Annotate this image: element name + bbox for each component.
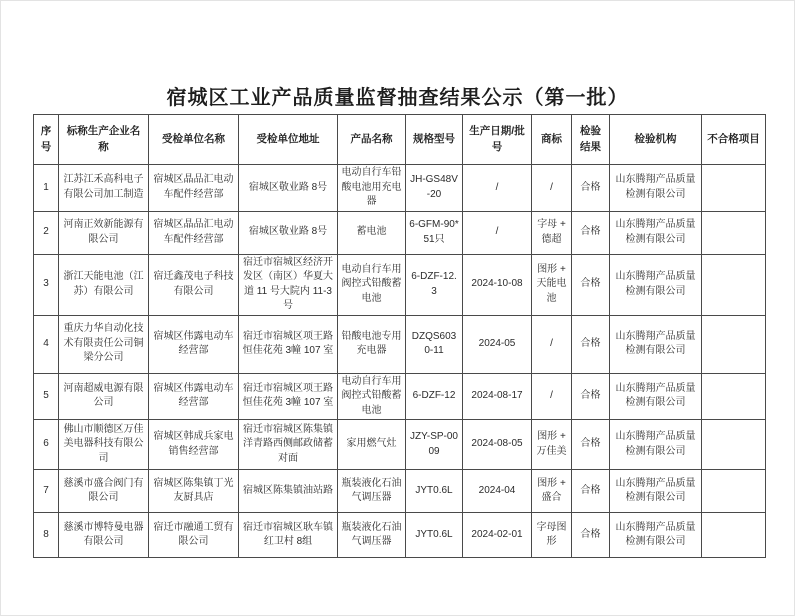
cell-trademark: 图形 + 盛合 (532, 470, 572, 513)
cell-result: 合格 (572, 315, 610, 373)
table-row (34, 513, 766, 558)
cell-result: 合格 (572, 420, 610, 470)
cell-result: 合格 (572, 373, 610, 420)
cell-inspected-unit: 宿城区伟露电动车经营部 (149, 315, 239, 373)
header-unit-address: 受检单位地址 (239, 115, 338, 165)
cell-product-name: 电动自行车铅酸电池用充电器 (338, 165, 406, 212)
cell-production-date: / (463, 165, 532, 212)
cell-production-date: 2024-10-08 (463, 254, 532, 315)
table-header-row (34, 115, 766, 165)
cell-production-date: 2024-04 (463, 470, 532, 513)
cell-agency: 山东腾翔产品质量检测有限公司 (610, 420, 702, 470)
cell-seq: 5 (34, 373, 59, 420)
cell-production-date: / (463, 211, 532, 254)
cell-agency: 山东腾翔产品质量检测有限公司 (610, 211, 702, 254)
cell-agency: 山东腾翔产品质量检测有限公司 (610, 315, 702, 373)
cell-inspected-unit: 宿迁鑫茂电子科技有限公司 (149, 254, 239, 315)
cell-manufacturer: 浙江天能电池（江苏）有限公司 (59, 254, 149, 315)
cell-failed-items (702, 315, 766, 373)
cell-model: 6-DZF-12 (406, 373, 463, 420)
cell-failed-items (702, 513, 766, 558)
cell-production-date: 2024-08-05 (463, 420, 532, 470)
cell-trademark: 图形 + 万佳美 (532, 420, 572, 470)
header-result: 检验结果 (572, 115, 610, 165)
cell-unit-address: 宿迁市宿城区陈集镇洋青路西侧邮政储蓄对面 (239, 420, 338, 470)
cell-production-date: 2024-02-01 (463, 513, 532, 558)
cell-result: 合格 (572, 513, 610, 558)
header-trademark: 商标 (532, 115, 572, 165)
cell-result: 合格 (572, 470, 610, 513)
header-agency: 检验机构 (610, 115, 702, 165)
cell-unit-address: 宿迁市宿城区耿车镇红卫村 8组 (239, 513, 338, 558)
cell-unit-address: 宿迁市宿城区项王路恒佳花苑 3幢 107 室 (239, 315, 338, 373)
cell-product-name: 瓶装液化石油气调压器 (338, 470, 406, 513)
cell-failed-items (702, 254, 766, 315)
cell-result: 合格 (572, 165, 610, 212)
cell-product-name: 电动自行车用阀控式铅酸蓄电池 (338, 373, 406, 420)
cell-inspected-unit: 宿城区晶品汇电动车配件经营部 (149, 165, 239, 212)
table-row (34, 211, 766, 254)
table-row (34, 254, 766, 315)
cell-unit-address: 宿迁市宿城区项王路恒佳花苑 3幢 107 室 (239, 373, 338, 420)
inspection-results-table (33, 114, 766, 558)
cell-inspected-unit: 宿城区晶品汇电动车配件经营部 (149, 211, 239, 254)
cell-seq: 6 (34, 420, 59, 470)
cell-failed-items (702, 211, 766, 254)
cell-model: 6-GFM-90*51只 (406, 211, 463, 254)
cell-failed-items (702, 165, 766, 212)
cell-seq: 8 (34, 513, 59, 558)
cell-trademark: / (532, 165, 572, 212)
cell-seq: 3 (34, 254, 59, 315)
cell-trademark: 图形 + 天能电池 (532, 254, 572, 315)
header-manufacturer: 标称生产企业名称 (59, 115, 149, 165)
header-seq: 序号 (34, 115, 59, 165)
cell-unit-address: 宿城区敬业路 8号 (239, 211, 338, 254)
cell-manufacturer: 江苏江禾高科电子有限公司加工制造 (59, 165, 149, 212)
cell-unit-address: 宿城区陈集镇油站路 (239, 470, 338, 513)
cell-seq: 7 (34, 470, 59, 513)
header-product-name: 产品名称 (338, 115, 406, 165)
cell-seq: 4 (34, 315, 59, 373)
cell-agency: 山东腾翔产品质量检测有限公司 (610, 373, 702, 420)
cell-manufacturer: 慈溪市盛合阀门有限公司 (59, 470, 149, 513)
cell-agency: 山东腾翔产品质量检测有限公司 (610, 254, 702, 315)
cell-model: JYT0.6L (406, 513, 463, 558)
table-row (34, 315, 766, 373)
cell-production-date: 2024-08-17 (463, 373, 532, 420)
cell-manufacturer: 重庆力华自动化技术有限责任公司铜梁分公司 (59, 315, 149, 373)
header-production-date: 生产日期/批号 (463, 115, 532, 165)
cell-failed-items (702, 470, 766, 513)
table-row (34, 470, 766, 513)
page-title: 宿城区工业产品质量监督抽查结果公示（第一批） (166, 87, 629, 109)
cell-trademark: 字母 + 德超 (532, 211, 572, 254)
cell-result: 合格 (572, 254, 610, 315)
cell-model: 6-DZF-12.3 (406, 254, 463, 315)
cell-seq: 1 (34, 165, 59, 212)
cell-unit-address: 宿迁市宿城区经济开发区（南区）华夏大道 11 号大院内 11-3号 (239, 254, 338, 315)
cell-manufacturer: 河南超威电源有限公司 (59, 373, 149, 420)
cell-manufacturer: 佛山市顺德区万佳美电器科技有限公司 (59, 420, 149, 470)
cell-inspected-unit: 宿迁市融通工贸有限公司 (149, 513, 239, 558)
cell-model: JYT0.6L (406, 470, 463, 513)
cell-seq: 2 (34, 211, 59, 254)
cell-inspected-unit: 宿城区陈集镇丁光友厨具店 (149, 470, 239, 513)
cell-trademark: / (532, 315, 572, 373)
cell-model: JH-GS48V-20 (406, 165, 463, 212)
header-failed-items: 不合格项目 (702, 115, 766, 165)
cell-inspected-unit: 宿城区韩成兵家电销售经营部 (149, 420, 239, 470)
cell-failed-items (702, 373, 766, 420)
cell-manufacturer: 慈溪市博特曼电器有限公司 (59, 513, 149, 558)
cell-inspected-unit: 宿城区伟露电动车经营部 (149, 373, 239, 420)
cell-agency: 山东腾翔产品质量检测有限公司 (610, 470, 702, 513)
cell-agency: 山东腾翔产品质量检测有限公司 (610, 513, 702, 558)
cell-product-name: 瓶装液化石油气调压器 (338, 513, 406, 558)
table-row (34, 373, 766, 420)
cell-production-date: 2024-05 (463, 315, 532, 373)
header-inspected-unit: 受检单位名称 (149, 115, 239, 165)
cell-trademark: / (532, 373, 572, 420)
cell-failed-items (702, 420, 766, 470)
table-row (34, 165, 766, 212)
cell-unit-address: 宿城区敬业路 8号 (239, 165, 338, 212)
cell-trademark: 字母图形 (532, 513, 572, 558)
cell-result: 合格 (572, 211, 610, 254)
cell-product-name: 家用燃气灶 (338, 420, 406, 470)
cell-product-name: 铅酸电池专用充电器 (338, 315, 406, 373)
header-model: 规格型号 (406, 115, 463, 165)
cell-model: DZQS6030-11 (406, 315, 463, 373)
cell-model: JZY-SP-0009 (406, 420, 463, 470)
cell-agency: 山东腾翔产品质量检测有限公司 (610, 165, 702, 212)
cell-product-name: 蓄电池 (338, 211, 406, 254)
cell-product-name: 电动自行车用阀控式铅酸蓄电池 (338, 254, 406, 315)
table-row (34, 420, 766, 470)
cell-manufacturer: 河南正效新能源有限公司 (59, 211, 149, 254)
